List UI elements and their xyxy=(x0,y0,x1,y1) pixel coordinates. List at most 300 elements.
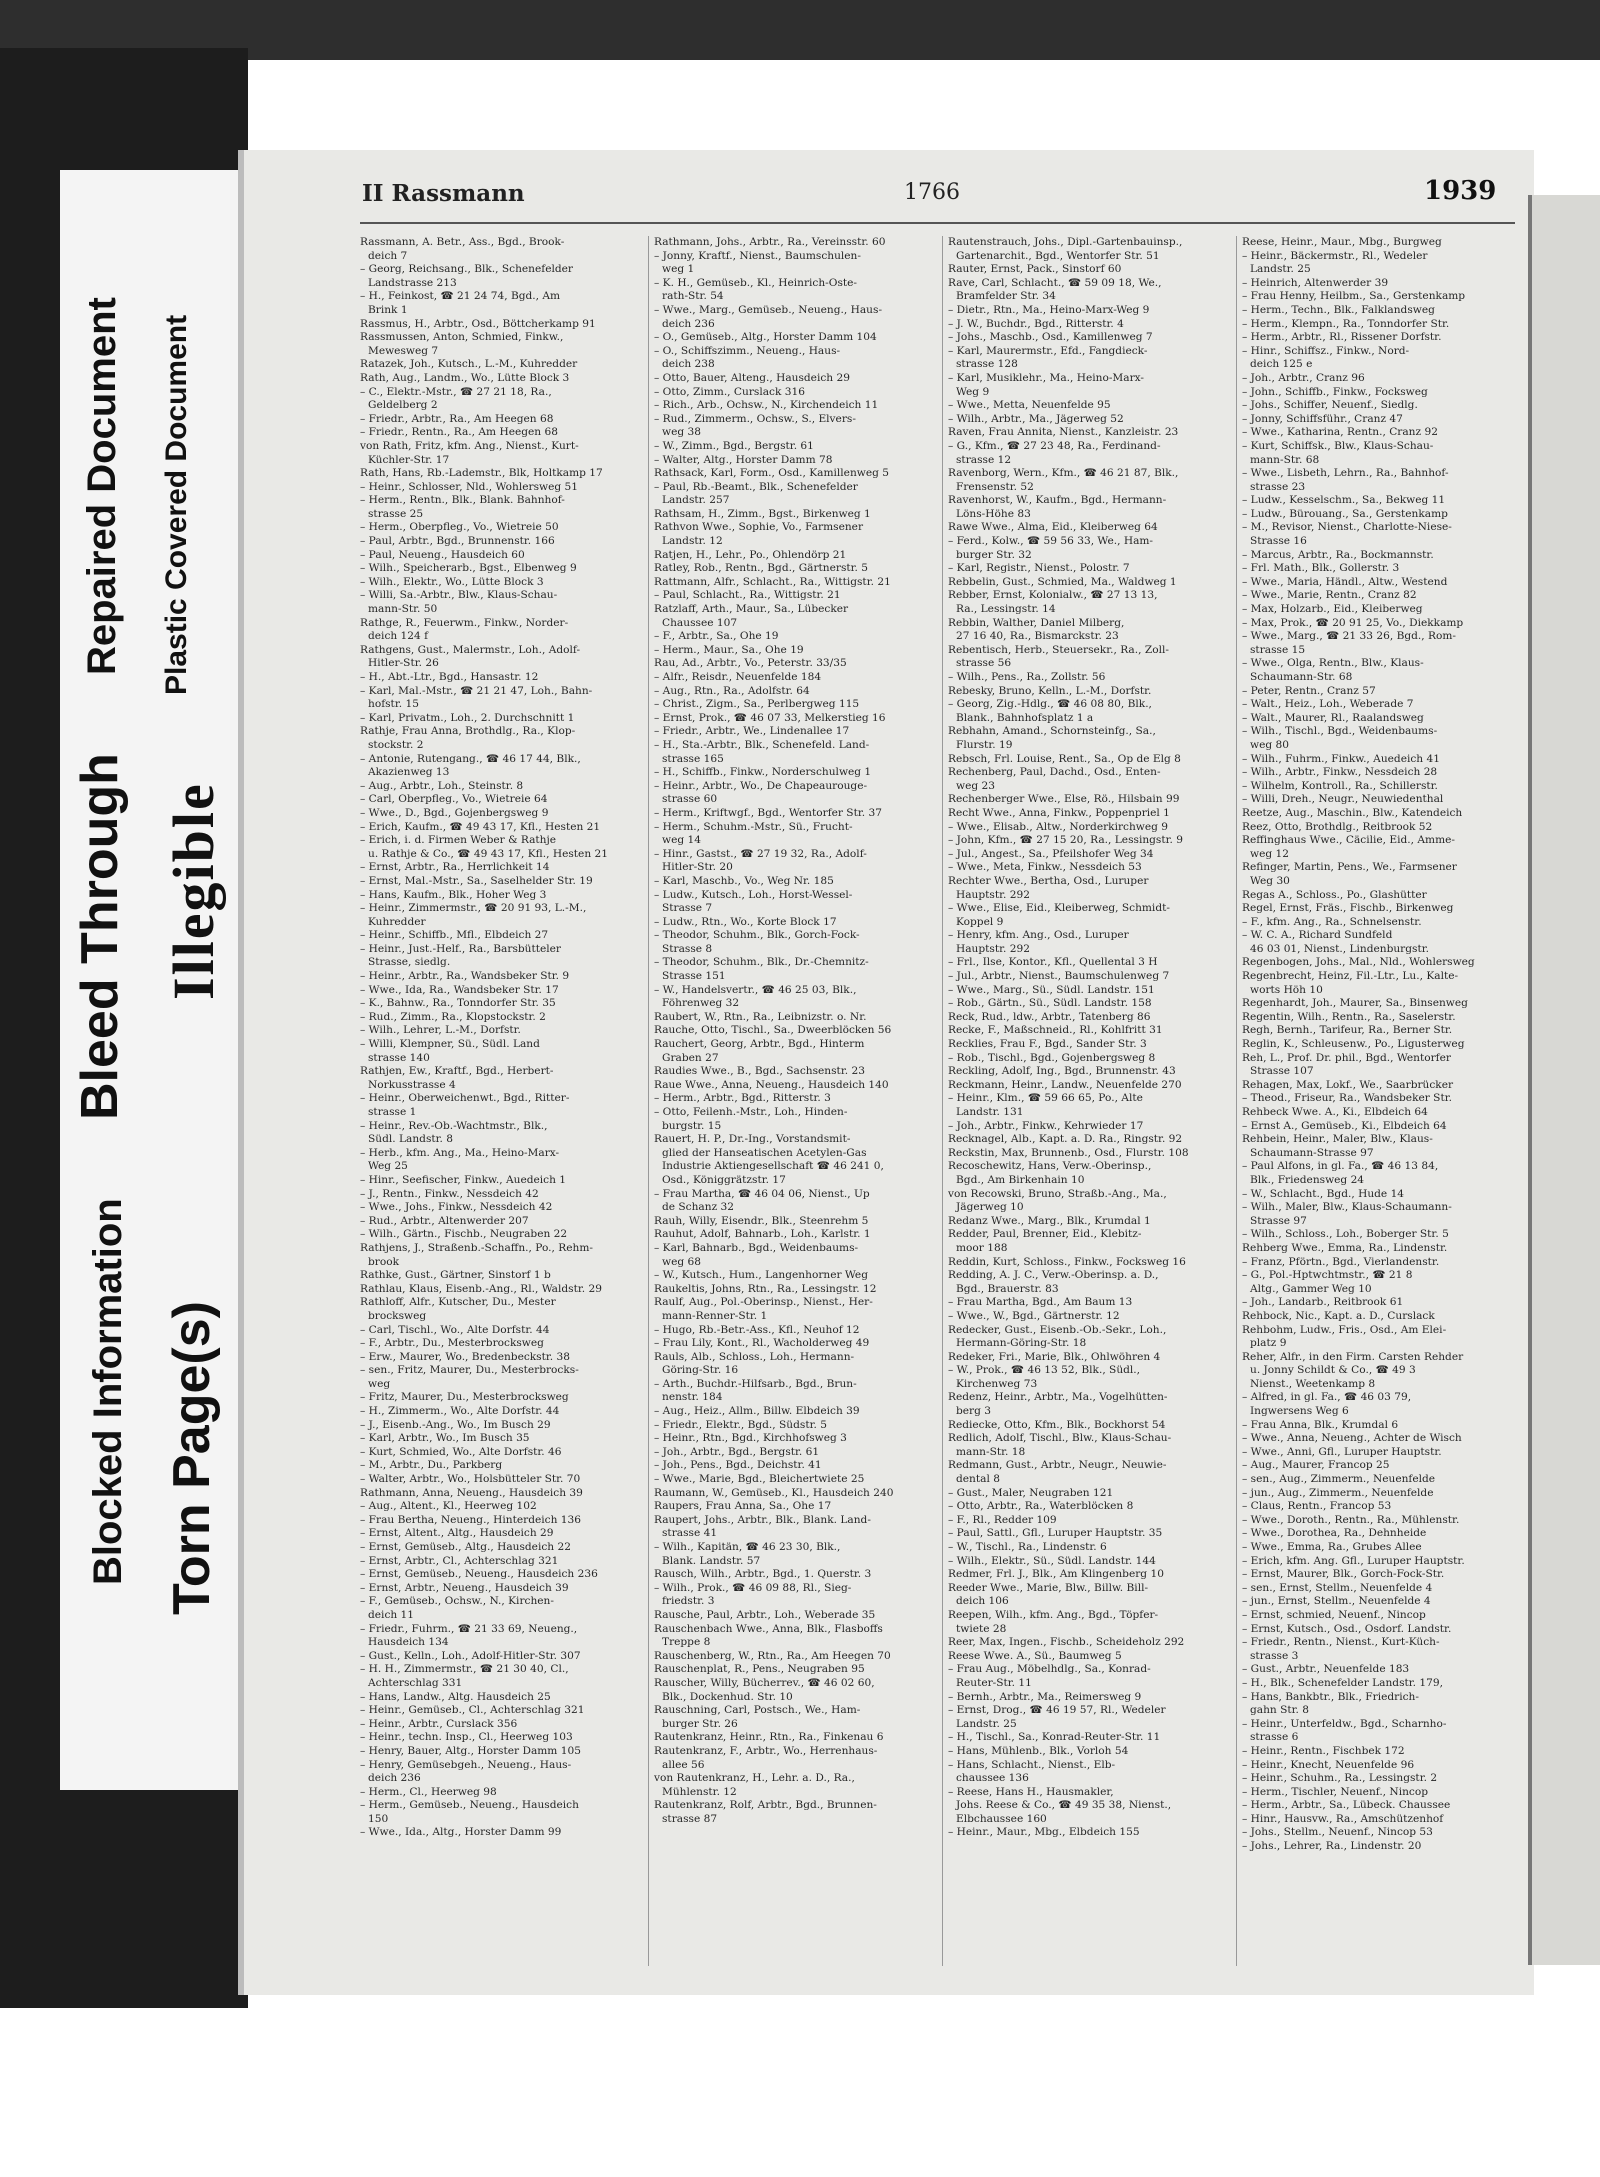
directory-line: strasse 165 xyxy=(662,752,724,765)
directory-line: Reer, Max, Ingen., Fischb., Scheideholz 292 xyxy=(948,1636,1185,1649)
directory-line: – Walter, Arbtr., Wo., Holsbütteler Str. 70 xyxy=(360,1473,581,1486)
directory-line: Blank., Bahnhofsplatz 1 a xyxy=(956,711,1094,724)
directory-line: – Ernst, Gemüseb., Altg., Hausdeich 22 xyxy=(360,1541,571,1553)
directory-line: dental 8 xyxy=(956,1473,1000,1486)
directory-line: – Heinr., Klm., ☎ 59 66 65, Po., Alte xyxy=(948,1092,1143,1105)
directory-line: – Ludw., Rtn., Wo., Korte Block 17 xyxy=(654,915,837,928)
directory-line: Bramfelder Str. 34 xyxy=(956,290,1056,303)
directory-line: Löns-Höhe 83 xyxy=(956,507,1031,520)
column-divider xyxy=(1236,236,1237,1966)
directory-line: – Karl, Registr., Nienst., Polostr. 7 xyxy=(948,562,1130,575)
directory-line: – Herm., Schuhm.-Mstr., Sü., Frucht- xyxy=(654,820,853,833)
directory-line: Raupers, Frau Anna, Sa., Ohe 17 xyxy=(654,1500,832,1513)
directory-line: – Hinr., Seefischer, Finkw., Auedeich 1 xyxy=(360,1173,567,1186)
directory-line: Rathlau, Klaus, Eisenb.-Ang., Rl., Waldstr. 29 xyxy=(360,1282,602,1295)
directory-line: strasse 15 xyxy=(1250,643,1306,656)
directory-line: – Carl, Oberpfleg., Vo., Wietreie 64 xyxy=(360,793,548,806)
directory-line: – F., Rl., Redder 109 xyxy=(948,1513,1057,1526)
directory-line: – Ernst, Kutsch., Osd., Osdorf. Landstr. xyxy=(1242,1622,1452,1635)
directory-line: Rathjens, J., Straßenb.-Schaffn., Po., Rehm- xyxy=(360,1241,593,1254)
directory-line: – Hans, Schlacht., Nienst., Elb- xyxy=(948,1758,1116,1771)
directory-line: Rau, Ad., Arbtr., Vo., Peterstr. 33/35 xyxy=(654,657,847,670)
directory-line: Landstr. 131 xyxy=(956,1106,1024,1118)
directory-line: – Wwe., Marg., Sü., Südl. Landstr. 151 xyxy=(948,983,1155,996)
directory-line: Rauche, Otto, Tischl., Sa., Dweerblöcken 56 xyxy=(654,1024,892,1037)
directory-line: Geldelberg 2 xyxy=(368,399,438,412)
directory-line: Blk., Dockenhud. Str. 10 xyxy=(662,1690,793,1703)
directory-line: – Peter, Rentn., Cranz 57 xyxy=(1242,684,1376,697)
directory-line: – Gust., Maler, Neugraben 121 xyxy=(948,1486,1114,1499)
directory-line: Rebbelin, Gust., Schmied, Ma., Waldweg 1 xyxy=(948,575,1177,588)
directory-line: – Ernst, Arbtr., Cl., Achterschlag 321 xyxy=(360,1554,559,1567)
stamp-plastic-covered-document: Plastic Covered Document xyxy=(160,314,193,695)
directory-line: – Joh., Arbtr., Cranz 96 xyxy=(1242,371,1365,384)
directory-line: – J., Rentn., Finkw., Nessdeich 42 xyxy=(360,1187,539,1200)
directory-line: – Wwe., Elisab., Altw., Norderkirchweg 9 xyxy=(948,820,1169,833)
directory-line: worts Höh 10 xyxy=(1250,983,1323,996)
directory-line: Südl. Landstr. 8 xyxy=(368,1133,454,1146)
directory-line: – Wilh., Schloss., Loh., Boberger Str. 5 xyxy=(1242,1228,1449,1241)
directory-line: – O., Gemüseb., Altg., Horster Damm 104 xyxy=(654,331,877,344)
directory-line: – Ludw., Kutsch., Loh., Horst-Wessel- xyxy=(654,888,853,901)
directory-line: weg 14 xyxy=(662,834,701,847)
directory-line: – Heinr., Just.-Helf., Ra., Barsbütteler xyxy=(360,942,561,955)
directory-line: – Heinr., Schiffb., Mfl., Elbdeich 27 xyxy=(360,929,549,942)
directory-line: – Ernst, Maurer, Blk., Gorch-Fock-Str. xyxy=(1242,1568,1445,1581)
directory-line: 27 16 40, Ra., Bismarckstr. 23 xyxy=(956,630,1119,643)
directory-line: weg 1 xyxy=(662,263,695,276)
directory-line: allee 56 xyxy=(662,1758,705,1771)
directory-line: – W., Schlacht., Bgd., Hude 14 xyxy=(1242,1187,1405,1200)
directory-line: – Herm., Arbtr., Bgd., Ritterstr. 3 xyxy=(654,1092,831,1105)
directory-line: – Wwe., Meta, Finkw., Nessdeich 53 xyxy=(948,861,1142,874)
directory-line: – Walt., Heiz., Loh., Weberade 7 xyxy=(1242,698,1414,711)
directory-line: Rautenkranz, F., Arbtr., Wo., Herrenhaus- xyxy=(654,1744,878,1757)
directory-line: Rassmus, H., Arbtr., Osd., Böttcherkamp 91 xyxy=(360,317,596,330)
directory-line: Refinger, Martin, Pens., We., Farmsener xyxy=(1242,861,1457,874)
directory-line: – Heinr., Zimmermstr., ☎ 20 91 93, L.-M., xyxy=(360,902,587,915)
directory-line: – Hans, Bankbtr., Blk., Friedrich- xyxy=(1242,1690,1419,1703)
directory-line: – Heinr., Schlosser, Nld., Wohlersweg 51 xyxy=(360,480,578,493)
directory-line: Rauert, H. P., Dr.-Ing., Vorstandsmit- xyxy=(654,1133,851,1146)
directory-line: Rebhahn, Amand., Schornsteinfg., Sa., xyxy=(948,725,1156,738)
directory-line: Regenbogen, Johs., Mal., Nld., Wohlersweg xyxy=(1242,956,1475,969)
directory-line: Blk., Friedensweg 24 xyxy=(1250,1173,1365,1186)
directory-line: Redmann, Gust., Arbtr., Neugr., Neuwie- xyxy=(948,1459,1167,1472)
directory-line: – Aug., Altent., Kl., Heerweg 102 xyxy=(360,1500,537,1513)
directory-line: deich 236 xyxy=(662,317,715,330)
directory-line: Recke, F., Maßschneid., Rl., Kohlfritt 31 xyxy=(948,1024,1163,1037)
directory-line: – W., Zimm., Bgd., Bergstr. 61 xyxy=(654,439,814,452)
directory-line: 150 xyxy=(368,1812,389,1825)
directory-line: Hauptstr. 292 xyxy=(956,888,1030,901)
directory-line: – Heinr., Bäckermstr., Rl., Wedeler xyxy=(1242,249,1428,262)
directory-line: Strasse 16 xyxy=(1250,535,1307,548)
directory-line: – Wwe., Marie, Bgd., Bleichertwiete 25 xyxy=(654,1473,865,1486)
directory-line: Raue Wwe., Anna, Neueng., Hausdeich 140 xyxy=(654,1078,889,1091)
directory-line: Rehagen, Max, Lokf., We., Saarbrücker xyxy=(1242,1078,1454,1091)
directory-line: Hausdeich 134 xyxy=(368,1636,449,1649)
directory-line: – Rud., Zimmerm., Ochsw., S., Elvers- xyxy=(654,412,856,425)
directory-line: Göring-Str. 16 xyxy=(662,1364,739,1377)
directory-line: Rechenberg, Paul, Dachd., Osd., Enten- xyxy=(948,766,1161,779)
directory-line: Landstr. 12 xyxy=(662,535,723,548)
directory-line: Rath, Aug., Landm., Wo., Lütte Block 3 xyxy=(360,371,570,384)
directory-line: – Wwe., Elise, Eid., Kleiberweg, Schmidt- xyxy=(948,902,1170,915)
directory-line: weg xyxy=(368,1377,391,1390)
directory-line: Rath, Hans, Rb.-Lademstr., Blk, Holtkamp 17 xyxy=(360,467,603,480)
directory-line: – Wwe., Maria, Händl., Altw., Westend xyxy=(1242,575,1448,588)
directory-line: – Wwe., D., Bgd., Gojenbergsweg 9 xyxy=(360,806,549,819)
directory-line: Rauter, Ernst, Pack., Sinstorf 60 xyxy=(948,263,1122,276)
directory-line: – Herm., Arbtr., Rl., Rissener Dorfstr. xyxy=(1242,331,1442,344)
directory-line: Raven, Frau Annita, Nienst., Kanzleistr. 23 xyxy=(948,426,1179,439)
directory-line: Ra., Lessingstr. 14 xyxy=(956,603,1056,616)
directory-line: Regel, Ernst, Fräs., Fischb., Birkenweg xyxy=(1242,902,1454,915)
directory-line: – Aug., Rtn., Ra., Adolfstr. 64 xyxy=(654,684,810,697)
directory-line: – Max, Prok., ☎ 20 91 25, Vo., Diekkamp xyxy=(1242,616,1464,629)
directory-line: – Heinr., techn. Insp., Cl., Heerweg 103 xyxy=(360,1731,573,1744)
directory-line: – F., Arbtr., Sa., Ohe 19 xyxy=(654,630,779,643)
directory-line: Recoschewitz, Hans, Verw.-Oberinsp., xyxy=(948,1160,1152,1173)
directory-line: deich 106 xyxy=(956,1595,1009,1608)
directory-line: – Hinr., Schiffsz., Finkw., Nord- xyxy=(1242,344,1410,357)
directory-line: – Rob., Tischl., Bgd., Gojenbergsweg 8 xyxy=(948,1051,1156,1064)
directory-line: – Wwe., Ida., Altg., Horster Damm 99 xyxy=(360,1826,562,1839)
directory-line: Ravenborg, Wern., Kfm., ☎ 46 21 87, Blk., xyxy=(948,467,1179,480)
directory-line: – Henry, Gemüsebgeh., Neueng., Haus- xyxy=(360,1758,572,1771)
directory-line: – Herm., Cl., Heerweg 98 xyxy=(360,1785,497,1798)
directory-line: Raukeltis, Johns, Rtn., Ra., Lessingstr. 12 xyxy=(654,1282,877,1295)
directory-line: Recht Wwe., Anna, Finkw., Poppenpriel 1 xyxy=(948,806,1170,819)
directory-line: – Paul, Neueng., Hausdeich 60 xyxy=(360,548,525,561)
directory-line: burger Str. 26 xyxy=(662,1717,738,1730)
directory-line: stockstr. 2 xyxy=(368,738,424,751)
directory-line: Reeder Wwe., Marie, Blw., Billw. Bill- xyxy=(948,1581,1149,1594)
directory-line: – Frl. Math., Blk., Gollerstr. 3 xyxy=(1242,562,1400,575)
directory-line: – Walter, Altg., Horster Damm 78 xyxy=(654,453,833,466)
directory-line: strasse 1 xyxy=(368,1106,417,1118)
directory-line: strasse 56 xyxy=(956,657,1012,670)
directory-line: – Willi, Sa.-Arbtr., Blw., Klaus-Schau- xyxy=(360,589,558,602)
page-header xyxy=(244,176,1514,214)
directory-line: – Frau Henny, Heilbm., Sa., Gerstenkamp xyxy=(1242,290,1466,303)
directory-line: Reetze, Aug., Maschin., Blw., Katendeich xyxy=(1242,806,1463,819)
directory-line: Regh, Bernh., Tarifeur, Ra., Berner Str. xyxy=(1242,1024,1453,1037)
directory-line: – Heinr., Rtn., Bgd., Kirchhofsweg 3 xyxy=(654,1432,847,1445)
directory-line: Rediecke, Otto, Kfm., Blk., Bockhorst 54 xyxy=(948,1418,1166,1431)
directory-line: Ingwersens Weg 6 xyxy=(1250,1405,1349,1418)
directory-line: – Wwe., Marg., Gemüseb., Neueng., Haus- xyxy=(654,303,883,316)
directory-line: Hauptstr. 292 xyxy=(956,942,1030,955)
directory-line: Landstr. 25 xyxy=(1250,263,1311,276)
directory-line: – Friedr., Fuhrm., ☎ 21 33 69, Neueng., xyxy=(360,1622,578,1635)
directory-line: – Theod., Friseur, Ra., Wandsbeker Str. xyxy=(1242,1092,1452,1105)
directory-line: mann-Str. 18 xyxy=(956,1445,1026,1458)
directory-line: Redder, Paul, Brenner, Eid., Klebitz- xyxy=(948,1228,1142,1241)
directory-line: Reese Wwe. A., Sü., Baumweg 5 xyxy=(948,1649,1122,1662)
directory-line: – Ernst A., Gemüseb., Ki., Elbdeich 64 xyxy=(1242,1119,1447,1132)
directory-line: – Wwe., Emma, Ra., Grubes Allee xyxy=(1242,1541,1422,1553)
directory-line: – Heinr., Oberweichenwt., Bgd., Ritter- xyxy=(360,1092,570,1105)
directory-line: – H., Abt.-Ltr., Bgd., Hansastr. 12 xyxy=(360,671,539,683)
directory-line: Rauhut, Adolf, Bahnarb., Loh., Karlstr. 1 xyxy=(654,1228,871,1241)
directory-line: – Joh., Landarb., Reitbrook 61 xyxy=(1242,1296,1404,1309)
directory-line: – Franz, Pförtn., Bgd., Vierlandenstr. xyxy=(1242,1255,1440,1268)
directory-line: Rehberg Wwe., Emma, Ra., Lindenstr. xyxy=(1242,1241,1448,1254)
directory-line: – Aug., Maurer, Francop 25 xyxy=(1242,1459,1390,1472)
directory-line: – H. H., Zimmermstr., ☎ 21 30 40, Cl., xyxy=(360,1663,569,1676)
directory-line: – Jul., Arbtr., Nienst., Baumschulenweg 7 xyxy=(948,970,1170,983)
directory-line: – H., Zimmerm., Wo., Alte Dorfstr. 44 xyxy=(360,1405,560,1418)
directory-line: Ratazek, Joh., Kutsch., L.-M., Kuhredder xyxy=(360,358,578,371)
directory-line: Raubert, W., Rtn., Ra., Leibnizstr. o. Nr. xyxy=(654,1010,867,1023)
directory-line: – Georg, Reichsang., Blk., Schenefelder xyxy=(360,263,573,276)
directory-line: – Frau Martha, Bgd., Am Baum 13 xyxy=(948,1296,1133,1309)
directory-line: nenstr. 184 xyxy=(662,1391,723,1404)
directory-line: Rechenberger Wwe., Else, Rö., Hilsbain 99 xyxy=(948,793,1180,806)
directory-line: – Erw., Maurer, Wo., Bredenbeckstr. 38 xyxy=(360,1350,570,1363)
directory-line: – Henry, Bauer, Altg., Horster Damm 105 xyxy=(360,1744,581,1757)
directory-line: – J., Eisenb.-Ang., Wo., Im Busch 29 xyxy=(360,1418,551,1431)
directory-line: – Fritz, Maurer, Du., Mesterbrocksweg xyxy=(360,1391,569,1404)
directory-line: weg 80 xyxy=(1250,738,1289,751)
directory-line: – Heinr., Schuhm., Ra., Lessingstr. 2 xyxy=(1242,1772,1438,1785)
directory-line: von Rath, Fritz, kfm. Ang., Nienst., Kurt- xyxy=(360,439,579,452)
directory-line: strasse 3 xyxy=(1250,1649,1299,1662)
directory-line: glied der Hanseatischen Acetylen-Gas xyxy=(662,1146,867,1159)
directory-line: Ratley, Rob., Rentn., Bgd., Gärtnerstr. 5 xyxy=(654,562,869,575)
directory-line: – Wilh., Lehrer, L.-M., Dorfstr. xyxy=(360,1024,521,1037)
directory-line: – Heinr., Arbtr., Ra., Wandsbeker Str. 9 xyxy=(360,970,570,983)
directory-line: Ratzlaff, Arth., Maur., Sa., Lübecker xyxy=(654,603,849,616)
directory-line: Graben 27 xyxy=(662,1051,719,1064)
stamp-bleed-through: Bleed Through xyxy=(71,753,129,1120)
directory-line: Regenhardt, Joh., Maurer, Sa., Binsenweg xyxy=(1242,997,1468,1010)
directory-line: – Karl, Bahnarb., Bgd., Weidenbaums- xyxy=(654,1241,859,1254)
directory-line: Rebentisch, Herb., Steuersekr., Ra., Zoll- xyxy=(948,643,1169,656)
directory-line: – Ludw., Bürouang., Sa., Gerstenkamp xyxy=(1242,507,1448,520)
directory-line: – Heinr., Unterfeldw., Bgd., Scharnho- xyxy=(1242,1717,1447,1730)
stamp-repaired-document: Repaired Document xyxy=(80,297,124,675)
directory-line: – Hinr., Hausvw., Ra., Amschützenhof xyxy=(1242,1812,1444,1825)
directory-line: Rave, Carl, Schlacht., ☎ 59 09 18, We., xyxy=(948,276,1162,289)
directory-line: Schaumann-Strasse 97 xyxy=(1250,1146,1374,1159)
directory-line: Rathke, Gust., Gärtner, Sinstorf 1 b xyxy=(360,1269,551,1282)
directory-line: – H., Sta.-Arbtr., Blk., Schenefeld. Land- xyxy=(654,738,870,751)
directory-line: – Karl, Privatm., Loh., 2. Durchschnitt 1 xyxy=(360,711,575,724)
directory-line: – Jonny, Schiffsführ., Cranz 47 xyxy=(1242,412,1403,425)
directory-line: – Herm., Kriftwgf., Bgd., Wentorfer Str. 37 xyxy=(654,806,882,819)
directory-line: chaussee 136 xyxy=(956,1772,1029,1785)
directory-line: Landstr. 257 xyxy=(662,494,730,507)
directory-line: Reher, Alfr., in den Firm. Carsten Rehder xyxy=(1242,1350,1464,1363)
directory-line: – Hans, Landw., Altg. Hausdeich 25 xyxy=(360,1690,551,1703)
directory-line: Reckstin, Max, Brunnenb., Osd., Flurstr. 108 xyxy=(948,1146,1189,1159)
directory-line: Redeker, Fri., Marie, Blk., Ohlwöhren 4 xyxy=(948,1350,1161,1363)
directory-line: Rebsch, Frl. Louise, Rent., Sa., Op de Elg 8 xyxy=(948,752,1181,765)
directory-line: deich 7 xyxy=(368,249,408,262)
directory-line: Rautenkranz, Rolf, Arbtr., Bgd., Brunnen- xyxy=(654,1799,877,1812)
directory-line: Reddin, Kurt, Schloss., Finkw., Focksweg 16 xyxy=(948,1255,1186,1268)
directory-line: – Herm., Oberpfleg., Vo., Wietreie 50 xyxy=(360,521,559,534)
directory-line: 46 03 01, Nienst., Lindenburgstr. xyxy=(1250,942,1429,955)
directory-line: – Heinr., Gemüseb., Cl., Achterschlag 321 xyxy=(360,1704,585,1717)
directory-line: – O., Schiffszimm., Neueng., Haus- xyxy=(654,344,841,357)
directory-line: Raulf, Aug., Pol.-Oberinsp., Nienst., Her- xyxy=(654,1296,873,1309)
directory-line: Reh, L., Prof. Dr. phil., Bgd., Wentorfer xyxy=(1242,1051,1451,1064)
directory-line: – Herm., Gemüseb., Neueng., Hausdeich xyxy=(360,1799,579,1812)
directory-line: brocksweg xyxy=(368,1309,427,1322)
directory-line: – Jonny, Kraftf., Nienst., Baumschulen- xyxy=(654,249,861,262)
directory-line: Weg 25 xyxy=(368,1160,408,1173)
directory-line: – Hans, Mühlenb., Blk., Vorloh 54 xyxy=(948,1744,1129,1757)
directory-line: – Friedr., Elektr., Bgd., Südstr. 5 xyxy=(654,1418,827,1431)
directory-line: Hitler-Str. 20 xyxy=(662,861,733,874)
directory-line: – Paul, Schlacht., Ra., Wittigstr. 21 xyxy=(654,589,841,602)
directory-line: – Friedr., Arbtr., We., Lindenallee 17 xyxy=(654,725,850,738)
directory-line: – Jul., Angest., Sa., Pfeilshofer Weg 34 xyxy=(948,847,1154,860)
directory-line: rath-Str. 54 xyxy=(662,290,724,303)
directory-line: – Henry, kfm. Ang., Osd., Luruper xyxy=(948,929,1129,942)
directory-line: – Johs., Maschb., Osd., Kamillenweg 7 xyxy=(948,331,1153,344)
directory-line: de Schanz 32 xyxy=(662,1201,734,1214)
directory-line: Norkusstrasse 4 xyxy=(368,1078,456,1091)
directory-line: mann-Str. 68 xyxy=(1250,453,1320,466)
directory-line: Rausch, Wilh., Arbtr., Bgd., 1. Querstr. 3 xyxy=(654,1568,872,1581)
directory-line: – Ernst, Gemüseb., Neueng., Hausdeich 236 xyxy=(360,1568,598,1581)
directory-line: mann-Str. 50 xyxy=(368,603,438,616)
header-page-number: 1766 xyxy=(904,180,960,205)
directory-line: Rathmann, Johs., Arbtr., Ra., Vereinsstr. 60 xyxy=(654,236,886,248)
directory-line: – Frau Aug., Möbelhdlg., Sa., Konrad- xyxy=(948,1663,1151,1676)
directory-line: – Wwe., Marie, Rentn., Cranz 82 xyxy=(1242,589,1417,602)
directory-line: – Gust., Arbtr., Neuenfelde 183 xyxy=(1242,1663,1410,1676)
directory-line: – Ferd., Kolw., ☎ 59 56 33, We., Ham- xyxy=(948,535,1154,548)
directory-line: deich 11 xyxy=(368,1608,415,1621)
directory-line: Strasse 97 xyxy=(1250,1214,1307,1227)
directory-line: strasse 23 xyxy=(1250,480,1306,493)
directory-line: – W., Handelsvertr., ☎ 46 25 03, Blk., xyxy=(654,983,857,996)
directory-line: Reglin, K., Schleusenw., Po., Ligusterweg xyxy=(1242,1038,1465,1051)
directory-line: Rathloff, Alfr., Kutscher, Du., Mester xyxy=(360,1296,556,1309)
directory-line: – Kurt, Schiffsk., Blw., Klaus-Schau- xyxy=(1242,439,1434,452)
directory-line: – Erich, i. d. Firmen Weber & Rathje xyxy=(360,834,557,847)
directory-line: – sen., Ernst, Stellm., Neuenfelde 4 xyxy=(1242,1581,1433,1594)
directory-line: – Heinr., Arbtr., Curslack 356 xyxy=(360,1717,518,1730)
directory-line: Mühlenstr. 12 xyxy=(662,1785,737,1798)
directory-line: – Bernh., Arbtr., Ma., Reimersweg 9 xyxy=(948,1690,1142,1703)
directory-line: Rathvon Wwe., Sophie, Vo., Farmsener xyxy=(654,521,864,534)
directory-line: – Wwe., Marg., ☎ 21 33 26, Bgd., Rom- xyxy=(1242,630,1457,643)
directory-line: deich 236 xyxy=(368,1772,421,1785)
directory-line: strasse 128 xyxy=(956,358,1018,371)
directory-line: Küchler-Str. 17 xyxy=(368,453,450,466)
directory-line: Gartenarchit., Bgd., Wentorfer Str. 51 xyxy=(956,249,1160,262)
directory-line: weg 12 xyxy=(1250,847,1289,860)
directory-line: Recklies, Frau F., Bgd., Sander Str. 3 xyxy=(948,1038,1147,1051)
directory-line: – John., Schiffb., Finkw., Focksweg xyxy=(1242,385,1428,398)
directory-line: – Wwe., Katharina, Rentn., Cranz 92 xyxy=(1242,426,1438,439)
directory-line: – Karl, Maurermstr., Efd., Fangdieck- xyxy=(948,344,1148,357)
directory-line: – jun., Aug., Zimmerm., Neuenfelde xyxy=(1242,1486,1434,1499)
directory-line: Brink 1 xyxy=(368,303,408,316)
directory-line: – Johs., Schiffer, Neuenf., Siedlg. xyxy=(1242,399,1418,412)
directory-line: mann-Renner-Str. 1 xyxy=(662,1309,768,1322)
directory-line: – Herm., Maur., Sa., Ohe 19 xyxy=(654,643,804,656)
directory-line: – Wilh., Speicherarb., Bgst., Elbenweg 9 xyxy=(360,562,577,575)
directory-line: Reepen, Wilh., kfm. Ang., Bgd., Töpfer- xyxy=(948,1608,1159,1621)
directory-line: – Wilh., Arbtr., Ma., Jägerweg 52 xyxy=(948,412,1124,425)
directory-line: Reez, Otto, Brothdlg., Reitbrook 52 xyxy=(1242,820,1433,833)
directory-line: Rebber, Ernst, Kolonialw., ☎ 27 13 13, xyxy=(948,589,1158,602)
directory-line: – Paul Alfons, in gl. Fa., ☎ 46 13 84, xyxy=(1242,1160,1439,1173)
directory-line: – W., Prok., ☎ 46 13 52, Blk., Südl., xyxy=(948,1364,1141,1377)
directory-line: – M., Revisor, Nienst., Charlotte-Niese- xyxy=(1242,521,1452,534)
directory-line: – K., Bahnw., Ra., Tonndorfer Str. 35 xyxy=(360,997,556,1010)
directory-line: – Erich, kfm. Ang. Gfl., Luruper Hauptstr. xyxy=(1242,1554,1465,1567)
directory-line: moor 188 xyxy=(956,1241,1008,1254)
directory-line: – Herm., Arbtr., Sa., Lübeck. Chaussee xyxy=(1242,1799,1451,1812)
directory-line: Rehbeck Wwe. A., Ki., Elbdeich 64 xyxy=(1242,1106,1428,1118)
directory-line: Treppe 8 xyxy=(662,1636,711,1649)
directory-line: – Theodor, Schuhm., Blk., Dr.-Chemnitz- xyxy=(654,956,869,969)
directory-line: – H., Blk., Schenefelder Landstr. 179, xyxy=(1242,1676,1444,1689)
directory-line: friedstr. 3 xyxy=(662,1595,715,1608)
directory-line: – Paul, Rb.-Beamt., Blk., Schenefelder xyxy=(654,480,858,493)
directory-line: u. Rathje & Co., ☎ 49 43 17, Kfl., Hesten 21 xyxy=(368,847,608,860)
directory-line: Rehbein, Heinr., Maler, Blw., Klaus- xyxy=(1242,1133,1433,1146)
directory-line: – Ernst, Arbtr., Neueng., Hausdeich 39 xyxy=(360,1581,569,1594)
directory-line: Strasse 151 xyxy=(662,970,726,983)
directory-line: – Frl., Ilse, Kontor., Kfl., Quellental 3 H xyxy=(948,956,1158,969)
directory-line: – Wwe., Dorothea, Ra., Dehnheide xyxy=(1242,1527,1427,1540)
directory-line: strasse 140 xyxy=(368,1051,430,1064)
directory-line: – Karl, Arbtr., Wo., Im Busch 35 xyxy=(360,1432,530,1445)
directory-line: Reck, Rud., ldw., Arbtr., Tatenberg 86 xyxy=(948,1010,1151,1023)
damage-label-panel xyxy=(60,170,240,1790)
directory-line: Rebesky, Bruno, Kelln., L.-M., Dorfstr. xyxy=(948,684,1152,697)
directory-line: – Hinr., Gastst., ☎ 27 19 32, Ra., Adolf- xyxy=(654,847,867,860)
directory-line: – Ernst, Altent., Altg., Hausdeich 29 xyxy=(360,1527,554,1540)
directory-line: Frensenstr. 52 xyxy=(956,480,1034,493)
directory-line: – John, Kfm., ☎ 27 15 20, Ra., Lessingstr. 9 xyxy=(948,834,1184,847)
directory-line: – Herb., kfm. Ang., Ma., Heino-Marx- xyxy=(360,1146,560,1159)
directory-line: – Hugo, Rb.-Betr.-Ass., Kfl., Neuhof 12 xyxy=(654,1323,860,1336)
directory-line: Rathmann, Anna, Neueng., Hausdeich 39 xyxy=(360,1486,583,1499)
directory-line: – Paul, Sattl., Gfl., Luruper Hauptstr. 35 xyxy=(948,1527,1163,1540)
header-rule xyxy=(360,222,1515,224)
directory-line: von Rautenkranz, H., Lehr. a. D., Ra., xyxy=(654,1772,855,1785)
directory-line: – Herm., Klempn., Ra., Tonndorfer Str. xyxy=(1242,317,1450,330)
column-2 xyxy=(654,236,926,1971)
directory-line: Industrie Aktiengesellschaft ☎ 46 241 0, xyxy=(662,1160,884,1173)
directory-line: – Friedr., Rentn., Nienst., Kurt-Küch- xyxy=(1242,1636,1440,1649)
directory-line: – Carl, Tischl., Wo., Alte Dorfstr. 44 xyxy=(360,1323,550,1336)
directory-line: strasse 12 xyxy=(956,453,1012,466)
directory-line: platz 9 xyxy=(1250,1337,1287,1350)
directory-line: Redmer, Frl. J., Blk., Am Klingenberg 10 xyxy=(948,1568,1164,1581)
directory-line: – Otto, Zimm., Curslack 316 xyxy=(654,385,805,398)
directory-line: – Ernst, Arbtr., Ra., Herrlichkeit 14 xyxy=(360,861,550,874)
directory-line: Rauschenbach Wwe., Anna, Blk., Flasboffs xyxy=(654,1622,883,1635)
directory-line: – Ernst, Prok., ☎ 46 07 33, Melkerstieg 16 xyxy=(654,711,886,724)
directory-line: Nienst., Weetenkamp 8 xyxy=(1250,1377,1376,1390)
directory-line: – Christ., Zigm., Sa., Perlbergweg 115 xyxy=(654,698,860,711)
directory-line: gahn Str. 8 xyxy=(1250,1704,1309,1717)
directory-line: – H., Feinkost, ☎ 21 24 74, Bgd., Am xyxy=(360,290,561,303)
directory-line: Redecker, Gust., Eisenb.-Ob.-Sekr., Loh., xyxy=(948,1323,1167,1336)
